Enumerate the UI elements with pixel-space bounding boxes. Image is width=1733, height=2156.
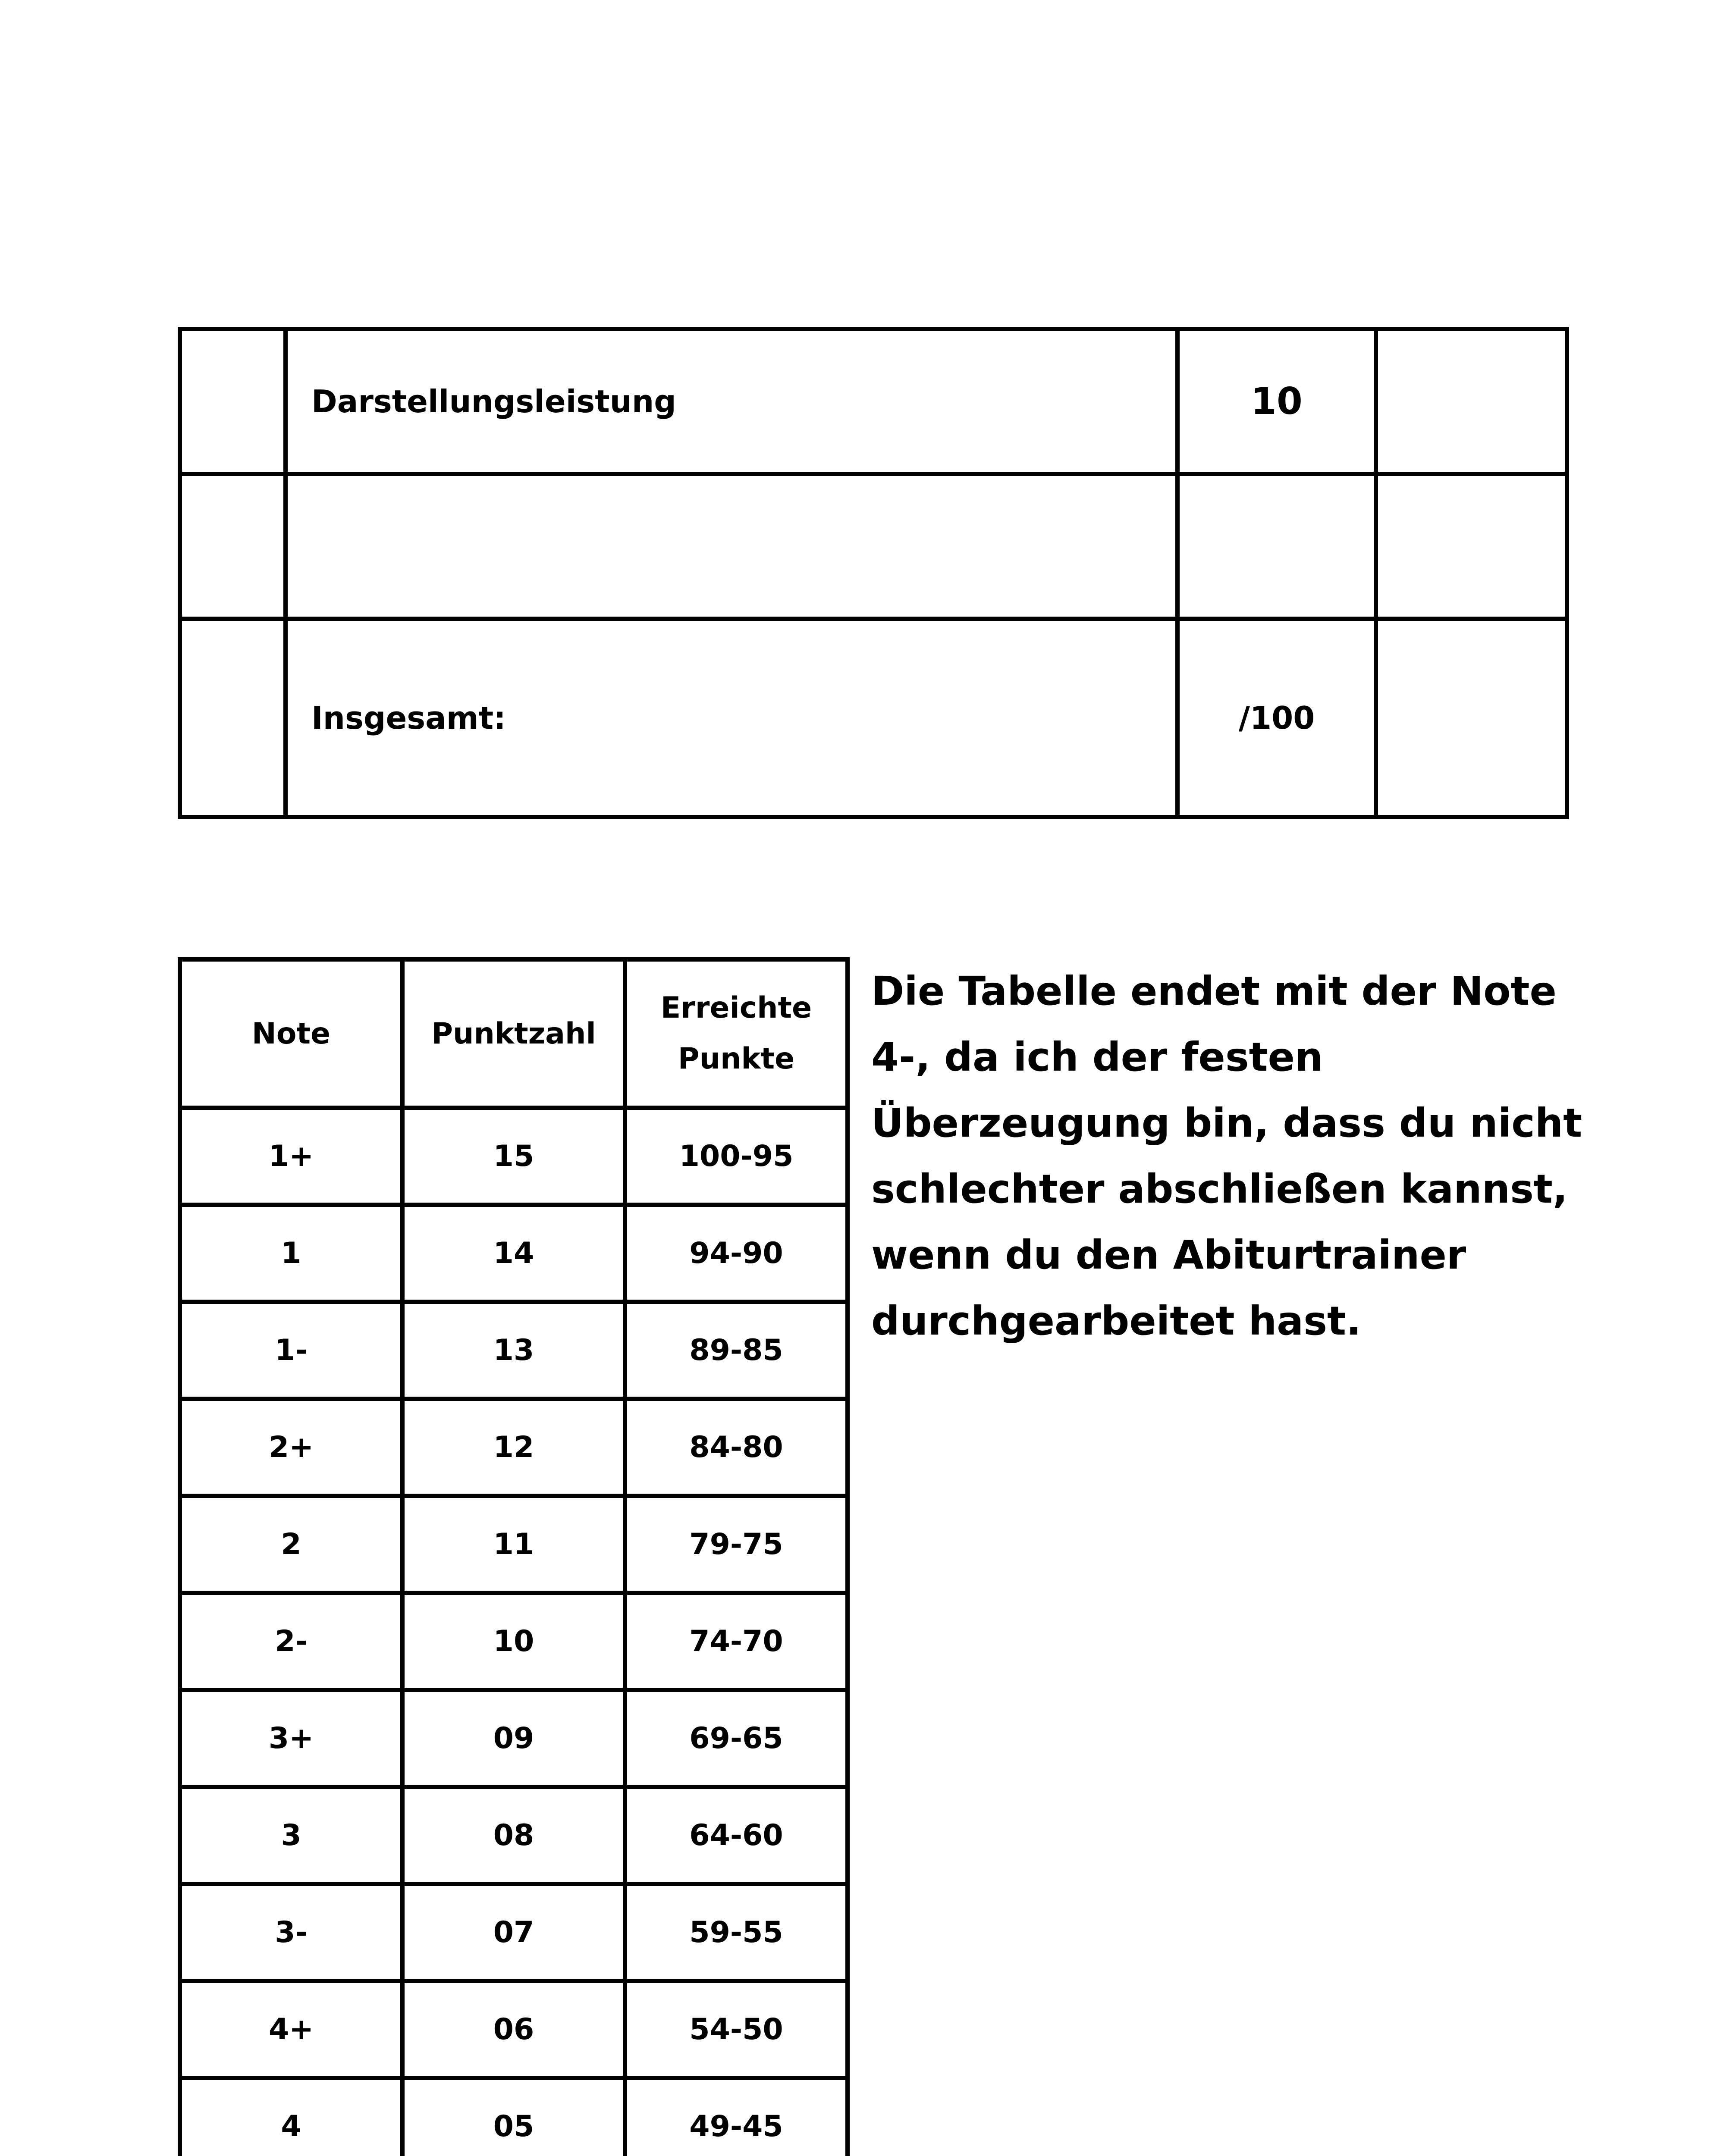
- grade-erreichte: 54-50: [625, 1981, 848, 2078]
- side-note-line: schlechter abschließen kannst,: [871, 1166, 1568, 1212]
- grade-erreichte: 59-55: [625, 1884, 848, 1981]
- side-note-line: durchgearbeitet hast.: [871, 1298, 1361, 1344]
- assessment-index-cell: [180, 329, 286, 474]
- grade-note: 1+: [180, 1108, 402, 1205]
- grade-erreichte: 69-65: [625, 1690, 848, 1787]
- grade-row: [180, 1205, 848, 1302]
- grade-row: [180, 1690, 848, 1787]
- assessment-row: [180, 474, 1567, 619]
- grade-note: 1: [180, 1205, 402, 1302]
- grade-punktzahl: 14: [402, 1205, 625, 1302]
- grade-note: 2: [180, 1496, 402, 1593]
- grade-row: [180, 2078, 848, 2156]
- grade-row: [180, 1884, 848, 1981]
- header-note: Note: [180, 959, 402, 1108]
- grade-table-header: [180, 959, 848, 1108]
- grade-row: [180, 1399, 848, 1496]
- grade-punktzahl: 15: [402, 1108, 625, 1205]
- grade-note: 3: [180, 1787, 402, 1884]
- grade-erreichte: 84-80: [625, 1399, 848, 1496]
- grade-punktzahl: 07: [402, 1884, 625, 1981]
- header-erreichte-punkte: [625, 959, 848, 1108]
- grade-note: 3-: [180, 1884, 402, 1981]
- grade-row: [180, 1108, 848, 1205]
- header-erreichte-line2: Punkte: [678, 1042, 795, 1076]
- grade-row: [180, 1302, 848, 1399]
- assessment-index-cell: [180, 619, 286, 817]
- assessment-row: [180, 329, 1567, 474]
- header-erreichte-line1: Erreichte: [660, 991, 812, 1025]
- grade-note: 3+: [180, 1690, 402, 1787]
- grade-note: 1-: [180, 1302, 402, 1399]
- side-note-line: 4-, da ich der festen: [871, 1034, 1323, 1080]
- grade-note: 4+: [180, 1981, 402, 2078]
- grade-punktzahl: 05: [402, 2078, 625, 2156]
- side-note: [871, 958, 1582, 1354]
- assessment-label-cell: Darstellungsleistung: [286, 329, 1177, 474]
- assessment-max-points-cell: [1177, 474, 1376, 619]
- grade-erreichte: 89-85: [625, 1302, 848, 1399]
- grade-row: [180, 1787, 848, 1884]
- assessment-achieved-cell: [1376, 329, 1567, 474]
- grade-row: [180, 1593, 848, 1690]
- assessment-achieved-cell: [1376, 619, 1567, 817]
- grade-erreichte: 94-90: [625, 1205, 848, 1302]
- assessment-table: [178, 327, 1569, 819]
- grade-note: 2+: [180, 1399, 402, 1496]
- grade-row: [180, 1981, 848, 2078]
- grade-erreichte: 74-70: [625, 1593, 848, 1690]
- grade-erreichte: 100-95: [625, 1108, 848, 1205]
- grade-table: [178, 957, 850, 2156]
- assessment-label-cell: [286, 474, 1177, 619]
- grade-punktzahl: 11: [402, 1496, 625, 1593]
- side-note-line: wenn du den Abiturtrainer: [871, 1232, 1466, 1278]
- assessment-max-points-cell: 10: [1177, 329, 1376, 474]
- side-note-line: Überzeugung bin, dass du nicht: [871, 1100, 1582, 1146]
- grade-note: 2-: [180, 1593, 402, 1690]
- grade-punktzahl: 12: [402, 1399, 625, 1496]
- assessment-total-label: Insgesamt:: [286, 619, 1177, 817]
- header-punktzahl: Punktzahl: [402, 959, 625, 1108]
- grade-erreichte: 79-75: [625, 1496, 848, 1593]
- assessment-achieved-cell: [1376, 474, 1567, 619]
- grade-punktzahl: 09: [402, 1690, 625, 1787]
- grade-note: 4: [180, 2078, 402, 2156]
- grade-punktzahl: 06: [402, 1981, 625, 2078]
- side-note-line: Die Tabelle endet mit der Note: [871, 968, 1557, 1014]
- grade-punktzahl: 10: [402, 1593, 625, 1690]
- grade-punktzahl: 13: [402, 1302, 625, 1399]
- grade-punktzahl: 08: [402, 1787, 625, 1884]
- assessment-index-cell: [180, 474, 286, 619]
- grade-row: [180, 1496, 848, 1593]
- assessment-total-points: /100: [1177, 619, 1376, 817]
- grade-erreichte: 64-60: [625, 1787, 848, 1884]
- assessment-total-row: [180, 619, 1567, 817]
- grade-erreichte: 49-45: [625, 2078, 848, 2156]
